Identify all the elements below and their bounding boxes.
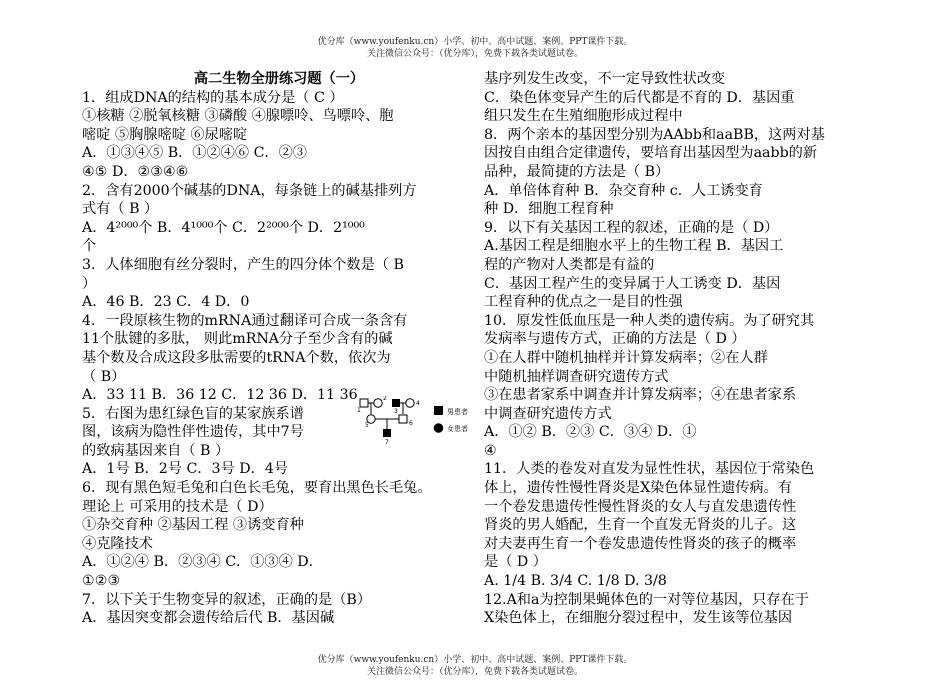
right-text-line: 基序列发生改变，不一定导致性状改变 bbox=[484, 71, 726, 87]
right-text-line: 对夫妻再生育一个卷发患遗传性肾炎的孩子的概率 bbox=[484, 535, 797, 552]
left-text-line: 2．含有2000个碱基的DNA，每条链上的碱基排列方 bbox=[82, 182, 417, 199]
left-text-line: A．46 B．23 C．4 D．0 bbox=[82, 294, 250, 311]
left-text-line: 5．右图为患红绿色盲的某家族系谱 bbox=[82, 405, 304, 422]
pedigree-number: 2 bbox=[383, 396, 387, 402]
right-text-line: ①在人群中随机抽样并计算发病率；②在人群 bbox=[484, 349, 768, 366]
pedigree-male-7 bbox=[383, 429, 391, 437]
right-text-line: ④ bbox=[484, 442, 497, 459]
left-text-line: ④⑤ D．②③④⑥ bbox=[82, 163, 189, 180]
pedigree-number: 7 bbox=[385, 439, 389, 444]
legend-female-patient-symbol bbox=[434, 423, 444, 433]
right-text-line: A. 1/4 B. 3/4 C. 1/8 D. 3/8 bbox=[484, 573, 667, 590]
pedigree-number: 5 bbox=[365, 422, 369, 429]
left-text-line: 6．现有黑色短毛兔和白色长毛兔，要育出黑色长毛兔。 bbox=[82, 480, 432, 497]
right-text-line: C．基因工程产生的变异属于人工诱变 D．基因 bbox=[484, 275, 781, 292]
right-text-line: X染色体上，在细胞分裂过程中，发生该等位基因 bbox=[484, 610, 793, 627]
right-text-line: 组只发生在生殖细胞形成过程中 bbox=[484, 108, 683, 125]
left-text-line: 1．组成DNA的结构的基本成分是（ C ） bbox=[82, 89, 344, 106]
left-text-line: 4．一段原核生物的mRNA通过翻译可合成一条含有 bbox=[82, 312, 408, 329]
left-text-line: （ B） bbox=[82, 368, 126, 385]
left-text-line: ） bbox=[82, 275, 97, 292]
right-text-line: 工程育种的优点之一是目的性强 bbox=[484, 294, 683, 311]
pedigree-number: 3 bbox=[394, 408, 398, 415]
pedigree-male-1 bbox=[360, 399, 368, 407]
left-text-line: 理论上 可采用的技术是（ D） bbox=[82, 498, 273, 515]
left-text-line: 个 bbox=[82, 238, 97, 255]
left-text-line: 图，该病为隐性伴性遗传，其中7号 bbox=[82, 424, 304, 441]
right-text-line: 肾炎的男人婚配，生育一个直发无肾炎的儿子。这 bbox=[484, 517, 797, 534]
left-text-line: A．①②④ B．②③④ C．①③④ D． bbox=[82, 554, 323, 571]
left-text-line: A．1号 B．2号 C．3号 D．4号 bbox=[82, 461, 289, 478]
right-text-line: 10．原发性低血压是一种人类的遗传病。为了研究其 bbox=[484, 312, 815, 329]
page-footer bbox=[0, 654, 950, 678]
right-text-line: 12.A和a为控制果蝇体色的一对等位基因，只存在于 bbox=[484, 591, 810, 608]
left-text-line: 嘧啶 ⑤胸腺嘧啶 ⑥尿嘧啶 bbox=[82, 126, 248, 143]
left-text-line: A．4²⁰⁰⁰个 B．4¹⁰⁰⁰个 C．2²⁰⁰⁰个 D．2¹⁰⁰⁰ bbox=[82, 219, 365, 236]
right-text-line: 一个卷发患遗传性慢性肾炎的女人与直发患遗传性 bbox=[484, 498, 797, 515]
right-text-line: 中调查研究遗传方式 bbox=[484, 405, 612, 422]
pedigree-chart bbox=[356, 396, 478, 444]
right-text-line: 8．两个亲本的基因型分别为AAbb和aaBB，这两对基 bbox=[484, 126, 825, 143]
left-text-line: ①②③ bbox=[82, 573, 121, 590]
right-question-list bbox=[484, 70, 874, 628]
left-text-line: 11个肽键的多肽， 则此mRNA分子至少含有的碱 bbox=[82, 331, 393, 348]
right-text-line: 11．人类的卷发对直发为显性性状，基因位于常染色 bbox=[484, 461, 815, 478]
footer-line-1: 优分库（www.youfenku.cn）小学、初中、高中试题、案例、PPT课件下载。 bbox=[317, 655, 633, 665]
right-text-line: 中随机抽样调查研究遗传方式 bbox=[484, 368, 669, 385]
right-text-line: 体上，遗传性慢性肾炎是X染色体显性遗传病。有 bbox=[484, 480, 793, 497]
left-text-line: ④克隆技术 bbox=[82, 535, 153, 552]
header-line-1: 优分库（www.youfenku.cn）小学、初中、高中试题、案例、PPT课件下载。 bbox=[317, 37, 633, 47]
pedigree-male-3 bbox=[392, 399, 400, 407]
left-text-line: 7．以下关于生物变异的叙述，正确的是（B） bbox=[82, 591, 372, 608]
right-column bbox=[484, 70, 874, 628]
left-text-line: 基个数及合成这段多肽需要的tRNA个数，依次为 bbox=[82, 349, 391, 366]
left-text-line: 3．人体细胞有丝分裂时，产生的四分体个数是（ B bbox=[82, 256, 404, 273]
left-text-line: ①杂交育种 ②基因工程 ③诱变育种 bbox=[82, 517, 304, 534]
header-line-2: 关注微信公众号：（优分库），免费下载各类试题试卷。 bbox=[366, 49, 583, 59]
right-text-line: 程的产物对人类都是有益的 bbox=[484, 256, 655, 273]
legend-female-patient-label: 女患者 bbox=[447, 425, 468, 433]
page-header bbox=[0, 36, 950, 60]
right-text-line: 发病率与遗传方式，正确的方法是（ D ） bbox=[484, 331, 746, 348]
right-text-line: 品种，最简捷的方法是（ B） bbox=[484, 163, 670, 180]
pedigree-female-2 bbox=[374, 399, 382, 407]
right-text-line: 种 D．细胞工程育种 bbox=[484, 201, 614, 218]
footer-line-2: 关注微信公众号：（优分库），免费下载各类试题试卷。 bbox=[366, 667, 583, 677]
left-question-list bbox=[82, 89, 476, 628]
pedigree-number: 4 bbox=[416, 400, 420, 407]
pedigree-number: 6 bbox=[409, 420, 413, 427]
page-title: 高二生物全册练习题（一） bbox=[193, 71, 365, 87]
pedigree-female-4 bbox=[406, 399, 414, 407]
legend-male-patient-symbol bbox=[434, 406, 443, 415]
left-text-line: A．33 11 B．36 12 C．12 36 D．11 36 bbox=[82, 387, 358, 404]
right-text-line: A.基因工程是细胞水平上的生物工程 B．基因工 bbox=[484, 238, 784, 255]
left-text-line: A．基因突变都会遗传给后代 B．基因碱 bbox=[82, 610, 335, 627]
left-text-line: ①核糖 ②脱氧核糖 ③磷酸 ④腺嘌呤、鸟嘌呤、胞 bbox=[82, 108, 394, 125]
left-column bbox=[82, 70, 476, 628]
pedigree-number: 1 bbox=[357, 407, 361, 414]
left-text-line: 的致病基因来自（ B ） bbox=[82, 442, 230, 459]
left-text-line: 式有（ B ） bbox=[82, 201, 159, 218]
legend-male-patient-label: 男患者 bbox=[447, 408, 468, 416]
left-text-line: A．①③④⑤ B．①②④⑥ C．②③ bbox=[82, 145, 307, 162]
right-text-line: 是（ D ） bbox=[484, 554, 547, 571]
right-text-line: C．染色体变异产生的后代都是不育的 D．基因重 bbox=[484, 89, 795, 106]
right-text-line: ③在患者家系中调查并计算发病率；④在患者家系 bbox=[484, 387, 797, 404]
right-text-line: A．①② B．②③ C．③④ D．① bbox=[484, 424, 697, 441]
right-text-line: 9．以下有关基因工程的叙述，正确的是（ D） bbox=[484, 219, 779, 236]
pedigree-male-6 bbox=[399, 415, 407, 423]
right-text-line: 因按自由组合定律遗传，要培育出基因型为aabb的新 bbox=[484, 145, 818, 162]
right-text-line: A．单倍体育种 B．杂交育种 c．人工诱变育 bbox=[484, 182, 763, 199]
